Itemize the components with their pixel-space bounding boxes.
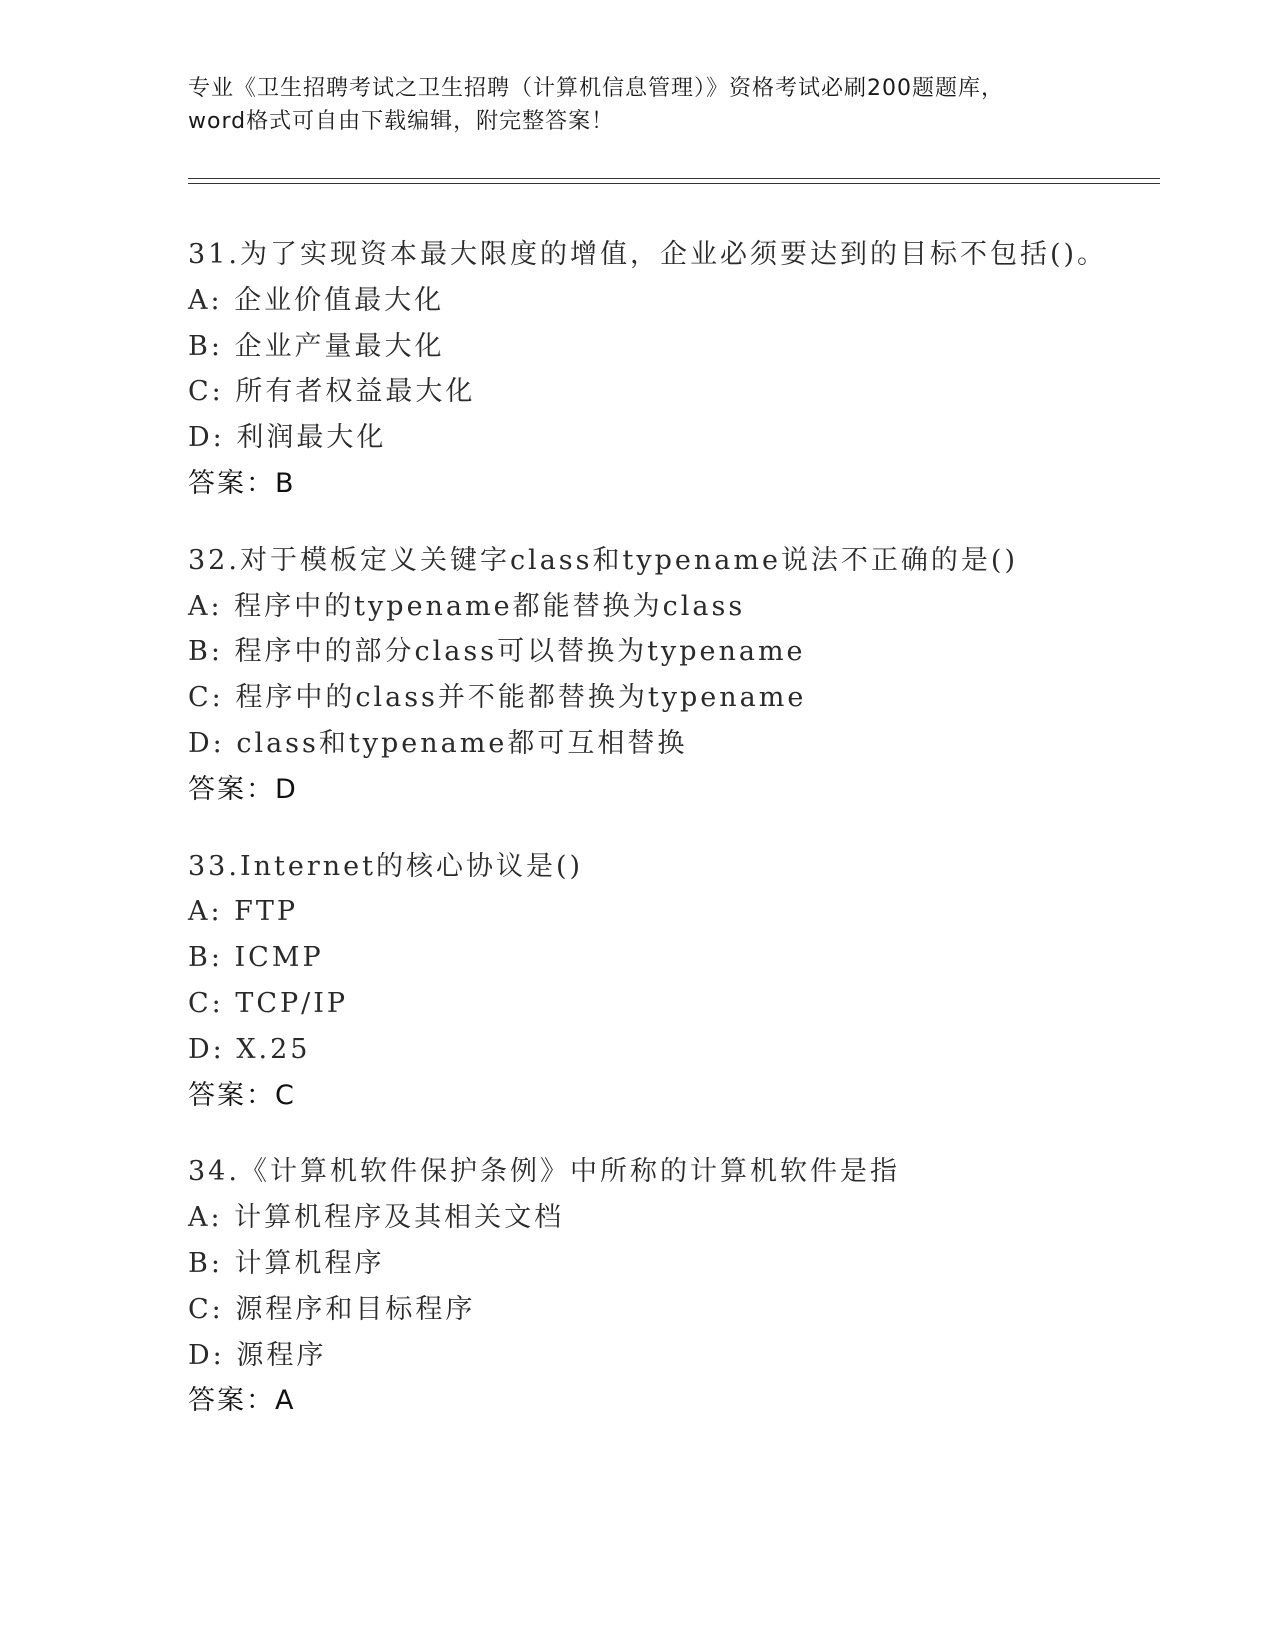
header-line-1: 专业《卫生招聘考试之卫生招聘（计算机信息管理）》资格考试必刷200题题库，: [188, 76, 1004, 101]
question-stem: 33.Internet的核心协议是(): [188, 850, 584, 882]
option-b: B: ICMP: [188, 942, 324, 974]
option-d: D: 源程序: [188, 1339, 327, 1371]
question-33: [188, 844, 1148, 1119]
header-divider-bottom: [188, 183, 1160, 184]
header-divider-top: [188, 178, 1160, 179]
question-stem: 32.对于模板定义关键字class和typename说法不正确的是(): [188, 544, 1019, 576]
answer-text: 答案：D: [188, 773, 298, 805]
answer-text: 答案：B: [188, 467, 296, 499]
option-c: C: 程序中的class并不能都替换为typename: [188, 682, 807, 714]
option-a: A: FTP: [188, 896, 299, 928]
option-a: A: 企业价值最大化: [188, 284, 445, 316]
option-c: C: 所有者权益最大化: [188, 376, 476, 408]
option-a: A: 计算机程序及其相关文档: [188, 1202, 565, 1234]
option-b: B: 程序中的部分class可以替换为typename: [188, 636, 806, 668]
option-d: D: 利润最大化: [188, 422, 387, 454]
option-d: D: X.25: [188, 1033, 311, 1065]
option-c: C: TCP/IP: [188, 987, 349, 1019]
question-stem: 31.为了实现资本最大限度的增值，企业必须要达到的目标不包括()。: [188, 239, 1108, 270]
header-line-2: word格式可自由下载编辑，附完整答案！: [188, 109, 615, 134]
question-list: [188, 232, 1148, 1455]
document-header: [188, 72, 1088, 138]
option-c: C: 源程序和目标程序: [188, 1293, 476, 1325]
answer-text: 答案：C: [188, 1079, 296, 1111]
answer-text: 答案：A: [188, 1385, 296, 1417]
question-32: [188, 538, 1148, 813]
option-a: A: 程序中的typename都能替换为class: [188, 590, 746, 622]
option-b: B: 计算机程序: [188, 1247, 385, 1279]
question-31: [188, 232, 1148, 507]
option-d: D: class和typename都可互相替换: [188, 727, 688, 759]
question-stem: 34.《计算机软件保护条例》中所称的计算机软件是指: [188, 1156, 900, 1188]
question-34: [188, 1149, 1148, 1424]
option-b: B: 企业产量最大化: [188, 330, 445, 362]
